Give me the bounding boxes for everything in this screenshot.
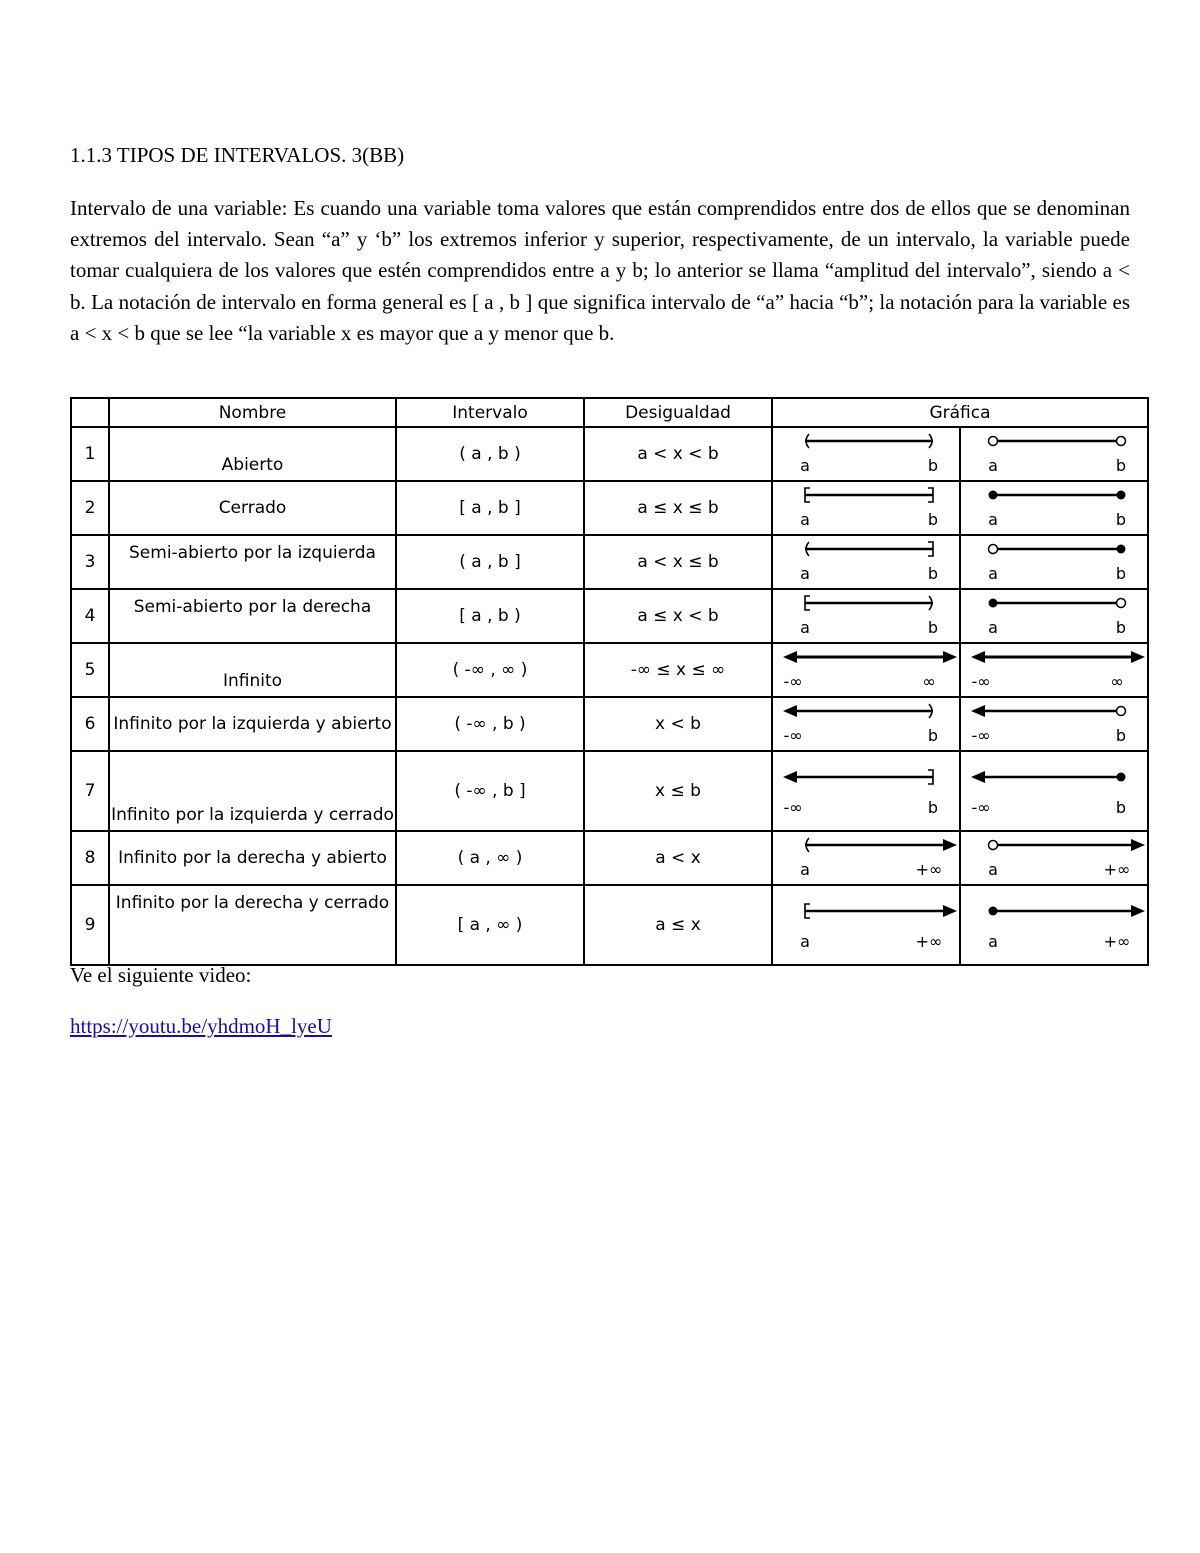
video-link[interactable]: https://youtu.be/yhdmoH_lyeU bbox=[70, 1014, 332, 1038]
right-endpoint-label: b bbox=[1115, 510, 1127, 529]
graph-bracket-cell bbox=[772, 481, 960, 535]
header-inequality: Desigualdad bbox=[584, 398, 772, 427]
number-line-graph bbox=[773, 537, 959, 587]
open-dot-mark bbox=[1117, 437, 1126, 446]
graph-dot-cell bbox=[960, 643, 1148, 697]
number-line-graph bbox=[961, 699, 1147, 749]
number-line-graph bbox=[961, 833, 1147, 883]
right-endpoint-label: ∞ bbox=[1110, 672, 1124, 691]
graph-bracket-cell bbox=[772, 697, 960, 751]
number-line-graph bbox=[961, 537, 1147, 587]
right-endpoint-label: b bbox=[1115, 456, 1127, 475]
graph-dot-cell bbox=[960, 885, 1148, 965]
filled-dot-mark bbox=[989, 907, 998, 916]
row-name: Semi-abierto por la derecha bbox=[109, 589, 396, 643]
right-endpoint-label: b bbox=[1115, 618, 1127, 637]
graph-dot-cell bbox=[960, 481, 1148, 535]
right-endpoint-label: b bbox=[927, 510, 939, 529]
row-inequality: a ≤ x < b bbox=[584, 589, 772, 643]
graph-dot-cell bbox=[960, 589, 1148, 643]
graph-bracket-cell bbox=[772, 643, 960, 697]
row-name: Infinito por la izquierda y abierto bbox=[109, 697, 396, 751]
left-endpoint-label: a bbox=[800, 456, 810, 475]
left-endpoint-label: -∞ bbox=[783, 726, 803, 745]
right-endpoint-label: b bbox=[1115, 798, 1127, 817]
right-endpoint-label: +∞ bbox=[1103, 932, 1131, 951]
table-row bbox=[71, 885, 1148, 965]
left-endpoint-label: a bbox=[800, 618, 810, 637]
table-row bbox=[71, 427, 1148, 481]
left-endpoint-label: a bbox=[988, 456, 998, 475]
number-line-graph bbox=[773, 483, 959, 533]
left-endpoint-label: a bbox=[988, 618, 998, 637]
row-interval: ( -∞ , b ) bbox=[396, 697, 584, 751]
right-endpoint-label: ∞ bbox=[922, 672, 936, 691]
header-num bbox=[71, 398, 109, 427]
number-line-graph bbox=[961, 887, 1147, 963]
number-line-graph bbox=[773, 645, 959, 695]
row-inequality: a < x < b bbox=[584, 427, 772, 481]
row-number: 2 bbox=[71, 481, 109, 535]
page-title: 1.1.3 TIPOS DE INTERVALOS. 3(BB) bbox=[70, 143, 405, 167]
graph-dot-cell bbox=[960, 535, 1148, 589]
row-number: 5 bbox=[71, 643, 109, 697]
table-row bbox=[71, 831, 1148, 885]
row-interval: [ a , b ] bbox=[396, 481, 584, 535]
graph-bracket-cell bbox=[772, 831, 960, 885]
header-graph: Gráfica bbox=[772, 398, 1148, 427]
table-header-row bbox=[71, 398, 1148, 427]
filled-dot-mark bbox=[989, 599, 998, 608]
left-endpoint-label: -∞ bbox=[971, 672, 991, 691]
intro-paragraph: Intervalo de una variable: Es cuando una variable toma valores que están comprendidos entre dos de ellos que se denominan extremos del intervalo. Sean “a” y ‘b” los extremos inferior y superior, respectivamente, de un intervalo, la variable puede tomar cualquiera de los valores que estén comprendidos entre a y b; lo anterior se llama “amplitud del intervalo”, siendo a < b. La notación de intervalo en forma general es [ a , b ] que significa intervalo de “a” hacia “b”; la notación para la variable es a < x < b que se lee “la variable x es mayor que a y menor que b. bbox=[70, 196, 1130, 345]
number-line-graph bbox=[961, 753, 1147, 829]
open-dot-mark bbox=[1117, 707, 1126, 716]
filled-dot-mark bbox=[1117, 773, 1126, 782]
arrow-left-icon bbox=[971, 705, 985, 717]
number-line-graph bbox=[773, 887, 959, 963]
left-endpoint-label: a bbox=[988, 932, 998, 951]
arrow-left-icon bbox=[783, 771, 797, 783]
arrow-left-icon bbox=[783, 705, 797, 717]
header-name: Nombre bbox=[109, 398, 396, 427]
number-line-graph bbox=[961, 483, 1147, 533]
graph-dot-cell bbox=[960, 831, 1148, 885]
row-inequality: a < x ≤ b bbox=[584, 535, 772, 589]
row-name: Semi-abierto por la izquierda bbox=[109, 535, 396, 589]
right-endpoint-label: b bbox=[927, 798, 939, 817]
arrow-left-icon bbox=[971, 771, 985, 783]
table-row bbox=[71, 643, 1148, 697]
row-inequality: -∞ ≤ x ≤ ∞ bbox=[584, 643, 772, 697]
graph-bracket-cell bbox=[772, 885, 960, 965]
right-endpoint-label: +∞ bbox=[915, 932, 943, 951]
row-number: 4 bbox=[71, 589, 109, 643]
row-interval: ( a , ∞ ) bbox=[396, 831, 584, 885]
number-line-graph bbox=[773, 429, 959, 479]
left-endpoint-label: -∞ bbox=[971, 726, 991, 745]
filled-dot-mark bbox=[1117, 491, 1126, 500]
right-endpoint-label: b bbox=[1115, 564, 1127, 583]
table-row bbox=[71, 589, 1148, 643]
row-number: 9 bbox=[71, 885, 109, 965]
left-endpoint-label: -∞ bbox=[971, 798, 991, 817]
table-row bbox=[71, 697, 1148, 751]
open-dot-mark bbox=[1117, 599, 1126, 608]
arrow-right-icon bbox=[943, 651, 957, 663]
right-endpoint-label: b bbox=[927, 726, 939, 745]
row-interval: ( a , b ) bbox=[396, 427, 584, 481]
table-row bbox=[71, 751, 1148, 831]
row-name: Infinito por la derecha y abierto bbox=[109, 831, 396, 885]
row-interval: [ a , ∞ ) bbox=[396, 885, 584, 965]
right-endpoint-label: +∞ bbox=[915, 860, 943, 879]
arrow-right-icon bbox=[1131, 839, 1145, 851]
number-line-graph bbox=[961, 429, 1147, 479]
graph-bracket-cell bbox=[772, 751, 960, 831]
row-interval: ( -∞ , ∞ ) bbox=[396, 643, 584, 697]
arrow-right-icon bbox=[943, 839, 957, 851]
table-row bbox=[71, 535, 1148, 589]
right-endpoint-label: b bbox=[927, 618, 939, 637]
row-inequality: x ≤ b bbox=[584, 751, 772, 831]
left-endpoint-label: -∞ bbox=[783, 672, 803, 691]
intervals-table bbox=[70, 397, 1149, 966]
number-line-graph bbox=[773, 753, 959, 829]
right-endpoint-label: b bbox=[927, 456, 939, 475]
row-interval: ( -∞ , b ] bbox=[396, 751, 584, 831]
open-dot-mark bbox=[989, 437, 998, 446]
arrow-right-icon bbox=[1131, 651, 1145, 663]
arrow-left-icon bbox=[783, 651, 797, 663]
left-endpoint-label: -∞ bbox=[783, 798, 803, 817]
row-inequality: a ≤ x bbox=[584, 885, 772, 965]
open-dot-mark bbox=[989, 545, 998, 554]
row-name: Cerrado bbox=[109, 481, 396, 535]
right-endpoint-label: +∞ bbox=[1103, 860, 1131, 879]
graph-bracket-cell bbox=[772, 535, 960, 589]
arrow-right-icon bbox=[1131, 905, 1145, 917]
header-interval: Intervalo bbox=[396, 398, 584, 427]
number-line-graph bbox=[961, 591, 1147, 641]
table-row bbox=[71, 481, 1148, 535]
graph-dot-cell bbox=[960, 427, 1148, 481]
row-name: Infinito por la derecha y cerrado bbox=[109, 885, 396, 965]
row-inequality: a ≤ x ≤ b bbox=[584, 481, 772, 535]
row-name: Infinito bbox=[109, 643, 396, 697]
left-endpoint-label: a bbox=[800, 564, 810, 583]
left-endpoint-label: a bbox=[800, 510, 810, 529]
left-endpoint-label: a bbox=[800, 860, 810, 879]
row-inequality: x < b bbox=[584, 697, 772, 751]
number-line-graph bbox=[961, 645, 1147, 695]
row-number: 3 bbox=[71, 535, 109, 589]
arrow-right-icon bbox=[943, 905, 957, 917]
arrow-left-icon bbox=[971, 651, 985, 663]
right-endpoint-label: b bbox=[1115, 726, 1127, 745]
video-label: Ve el siguiente video: bbox=[70, 963, 252, 987]
row-number: 7 bbox=[71, 751, 109, 831]
left-endpoint-label: a bbox=[800, 932, 810, 951]
left-endpoint-label: a bbox=[988, 860, 998, 879]
filled-dot-mark bbox=[989, 491, 998, 500]
number-line-graph bbox=[773, 591, 959, 641]
row-interval: [ a , b ) bbox=[396, 589, 584, 643]
graph-bracket-cell bbox=[772, 427, 960, 481]
row-number: 8 bbox=[71, 831, 109, 885]
row-interval: ( a , b ] bbox=[396, 535, 584, 589]
row-name: Abierto bbox=[109, 427, 396, 481]
filled-dot-mark bbox=[1117, 545, 1126, 554]
graph-dot-cell bbox=[960, 697, 1148, 751]
row-inequality: a < x bbox=[584, 831, 772, 885]
number-line-graph bbox=[773, 699, 959, 749]
number-line-graph bbox=[773, 833, 959, 883]
graph-bracket-cell bbox=[772, 589, 960, 643]
row-number: 1 bbox=[71, 427, 109, 481]
row-name: Infinito por la izquierda y cerrado bbox=[109, 751, 396, 831]
right-endpoint-label: b bbox=[927, 564, 939, 583]
left-endpoint-label: a bbox=[988, 564, 998, 583]
left-endpoint-label: a bbox=[988, 510, 998, 529]
graph-dot-cell bbox=[960, 751, 1148, 831]
row-number: 6 bbox=[71, 697, 109, 751]
open-dot-mark bbox=[989, 841, 998, 850]
